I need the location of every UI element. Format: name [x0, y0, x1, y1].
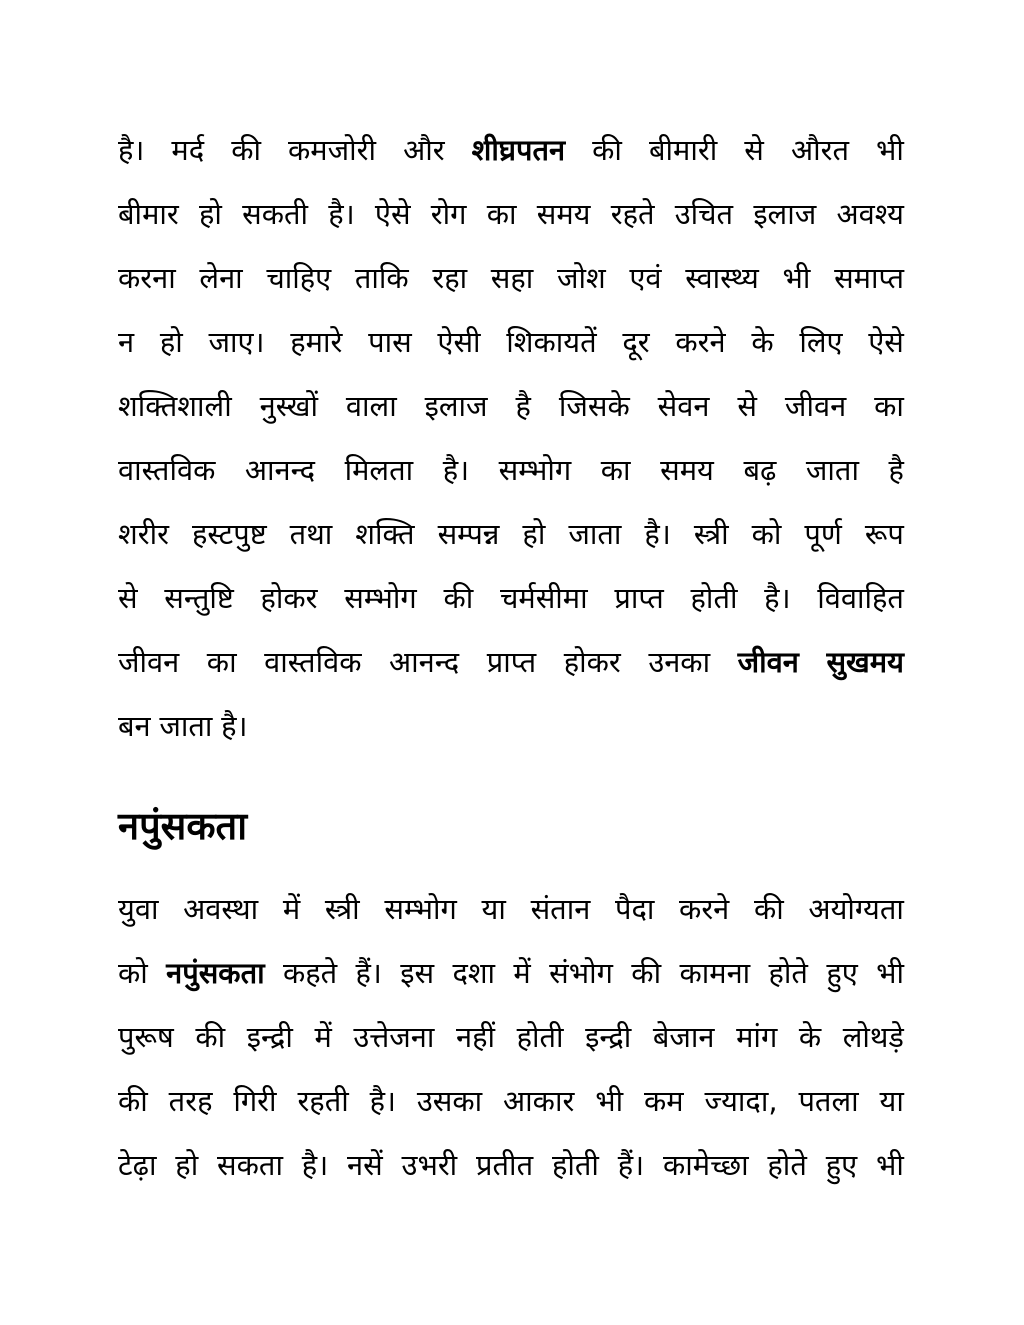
word: न: [118, 325, 135, 359]
word: सेवन: [657, 389, 710, 423]
word: पतला: [798, 1084, 859, 1118]
word: हुए: [825, 1148, 858, 1182]
word: जिसके: [558, 389, 630, 423]
word: भी: [876, 956, 904, 990]
word: करना: [118, 261, 176, 295]
word: उचित: [674, 197, 734, 231]
paragraph-2: [118, 881, 904, 1201]
bold-word: नपुंसकता: [166, 956, 265, 990]
bold-word: जीवन: [737, 645, 799, 679]
word: है: [515, 389, 531, 423]
word: वास्तविक: [118, 453, 216, 487]
word: अयोग्यता: [808, 892, 904, 926]
word: प्रतीत: [476, 1148, 534, 1182]
word: संतान: [530, 892, 591, 926]
word: कामेच्छा: [662, 1148, 749, 1182]
word: शरीर: [118, 517, 169, 551]
word: की: [231, 133, 261, 167]
word: समाप्त: [834, 261, 904, 295]
word: कामना: [679, 956, 751, 990]
word: जोश: [556, 261, 606, 295]
word: सकता: [217, 1148, 283, 1182]
word: चाहिए: [266, 261, 332, 295]
word: है।: [301, 1148, 329, 1182]
word: और: [403, 133, 445, 167]
word: भी: [782, 261, 811, 295]
word: की: [631, 956, 662, 990]
text-line: [118, 634, 904, 698]
text-line: [118, 1137, 904, 1201]
word: नुस्खों: [259, 389, 318, 423]
word: प्राप्त: [614, 581, 664, 615]
word: रहती: [297, 1084, 349, 1118]
word: होती: [551, 1148, 599, 1182]
word: कहते: [282, 956, 338, 990]
word: पूर्ण: [804, 517, 842, 551]
word: इन्द्री: [585, 1020, 632, 1054]
word: की: [753, 892, 784, 926]
word: जाए।: [208, 325, 265, 359]
word: का: [600, 453, 631, 487]
word: पुरूष: [118, 1020, 174, 1054]
word: ऐसे: [868, 325, 904, 359]
word: इलाज: [753, 197, 817, 231]
word: हैं।: [355, 956, 382, 990]
word: उत्तेजना: [353, 1020, 435, 1054]
word: दशा: [452, 956, 496, 990]
word: आनन्द: [244, 453, 316, 487]
word: हो: [522, 517, 546, 551]
word: दूर: [622, 325, 650, 359]
document-page: [118, 122, 904, 1201]
word: करने: [679, 892, 730, 926]
text-line: [118, 250, 904, 314]
word: हो: [159, 325, 183, 359]
word: तरह: [168, 1084, 213, 1118]
word: है।: [764, 581, 791, 615]
word: पास: [368, 325, 412, 359]
word: आनन्द: [389, 645, 460, 679]
word: अवश्य: [836, 197, 904, 231]
word: गिरी: [233, 1084, 277, 1118]
word: रहा: [432, 261, 468, 295]
word: से: [118, 581, 138, 615]
word: सम्भोग: [498, 453, 572, 487]
text-line: [118, 314, 904, 378]
word: प्राप्त: [486, 645, 537, 679]
word: वास्तविक: [264, 645, 362, 679]
word: को: [751, 517, 782, 551]
text-line: [118, 945, 904, 1009]
word: होती: [516, 1020, 564, 1054]
word: होती: [690, 581, 738, 615]
word: उभरी: [401, 1148, 458, 1182]
word: उसका: [416, 1084, 483, 1118]
word: भी: [876, 133, 904, 167]
word: के: [751, 325, 774, 359]
word: विवाहित: [817, 581, 904, 615]
word: हो: [175, 1148, 199, 1182]
word: से: [737, 389, 757, 423]
bold-word: सुखमय: [826, 645, 904, 679]
text-line: [118, 1009, 904, 1073]
word: की: [118, 1084, 148, 1118]
word: शक्तिशाली: [118, 389, 232, 423]
word: या: [481, 892, 506, 926]
word: है।: [328, 197, 355, 231]
word: में: [282, 892, 301, 926]
word: रूप: [864, 517, 904, 551]
word: इस: [400, 956, 435, 990]
word: जाता: [568, 517, 622, 551]
word: है।: [644, 517, 671, 551]
word: में: [513, 956, 531, 990]
text-line: [118, 698, 904, 762]
text-line: [118, 378, 904, 442]
word: इन्द्री: [246, 1020, 293, 1054]
word: से: [744, 133, 764, 167]
word: की: [443, 581, 474, 615]
word: है: [888, 453, 904, 487]
word: लिए: [799, 325, 843, 359]
word: लोथड़े: [842, 1020, 904, 1054]
word: कम: [644, 1084, 684, 1118]
word: का: [486, 197, 517, 231]
word: को: [118, 956, 148, 990]
bold-word: शीघ्रपतन: [471, 133, 566, 167]
word: है।: [118, 133, 145, 167]
word: सम्भोग: [384, 892, 457, 926]
word: शिकायतें: [506, 325, 597, 359]
word: सकती: [242, 197, 309, 231]
word: होते: [767, 1148, 807, 1182]
word: जीवन: [784, 389, 847, 423]
word: की: [592, 133, 622, 167]
word: है।: [369, 1084, 397, 1118]
word: ऐसी: [437, 325, 481, 359]
word: स्वास्थ्य: [685, 261, 759, 295]
word: सम्भोग: [344, 581, 417, 615]
word: रहते: [610, 197, 655, 231]
word: नहीं: [456, 1020, 496, 1054]
text-line: [118, 1073, 904, 1137]
word: सम्पन्न: [437, 517, 500, 551]
text-line: [118, 186, 904, 250]
word: पैदा: [614, 892, 655, 926]
word: हो: [199, 197, 222, 231]
word: मिलता: [344, 453, 414, 487]
word: है।: [442, 453, 470, 487]
word: स्त्री: [693, 517, 729, 551]
word: टेढ़ा: [118, 1148, 157, 1182]
word: होकर: [260, 581, 318, 615]
word: चर्मसीमा: [499, 581, 588, 615]
word: या: [879, 1084, 904, 1118]
word: में: [314, 1020, 332, 1054]
word: होकर: [563, 645, 621, 679]
word: की: [195, 1020, 226, 1054]
word: बीमार: [118, 197, 179, 231]
word: बीमारी: [648, 133, 718, 167]
word: हुए: [826, 956, 858, 990]
word: ताकि: [354, 261, 409, 295]
word: तथा: [289, 517, 333, 551]
word: होते: [768, 956, 808, 990]
text-line: [118, 122, 904, 186]
word: हमारे: [290, 325, 343, 359]
word: का: [874, 389, 904, 423]
word: बढ़: [743, 453, 777, 487]
word: भी: [875, 1148, 904, 1182]
word: संभोग: [549, 956, 613, 990]
word: नसें: [347, 1148, 383, 1182]
word: है।: [221, 709, 248, 743]
word: जाता: [159, 709, 213, 743]
word: आकार: [503, 1084, 575, 1118]
section-heading: नपुंसकता: [118, 804, 248, 848]
word: औरत: [790, 133, 849, 167]
text-line: [118, 570, 904, 634]
text-line: [118, 881, 904, 945]
word: रोग: [430, 197, 467, 231]
word: मर्द: [171, 133, 205, 167]
word: भी: [595, 1084, 624, 1118]
word: सहा: [490, 261, 534, 295]
word: स्त्री: [324, 892, 360, 926]
text-line: [118, 442, 904, 506]
word: हस्टपुष्ट: [191, 517, 267, 551]
word: समय: [660, 453, 714, 487]
word: लेना: [199, 261, 243, 295]
text-line: [118, 506, 904, 570]
word: युवा: [118, 892, 159, 926]
word: ऐसे: [374, 197, 411, 231]
word: एवं: [629, 261, 662, 295]
word: जाता: [805, 453, 859, 487]
word: समय: [536, 197, 591, 231]
word: के: [798, 1020, 822, 1054]
word: बेजान: [652, 1020, 715, 1054]
word: करने: [675, 325, 726, 359]
word: शक्ति: [355, 517, 415, 551]
word: वाला: [345, 389, 397, 423]
word: सन्तुष्टि: [164, 581, 234, 615]
word: इलाज: [424, 389, 488, 423]
word: बन: [118, 709, 151, 743]
word: ज्यादा,: [704, 1084, 778, 1118]
word: हैं।: [617, 1148, 645, 1182]
paragraph-1: [118, 122, 904, 762]
word: कमजोरी: [288, 133, 377, 167]
word: अवस्था: [183, 892, 259, 926]
word: जीवन: [118, 645, 180, 679]
word: उनका: [648, 645, 711, 679]
word: का: [206, 645, 237, 679]
word: मांग: [736, 1020, 778, 1054]
